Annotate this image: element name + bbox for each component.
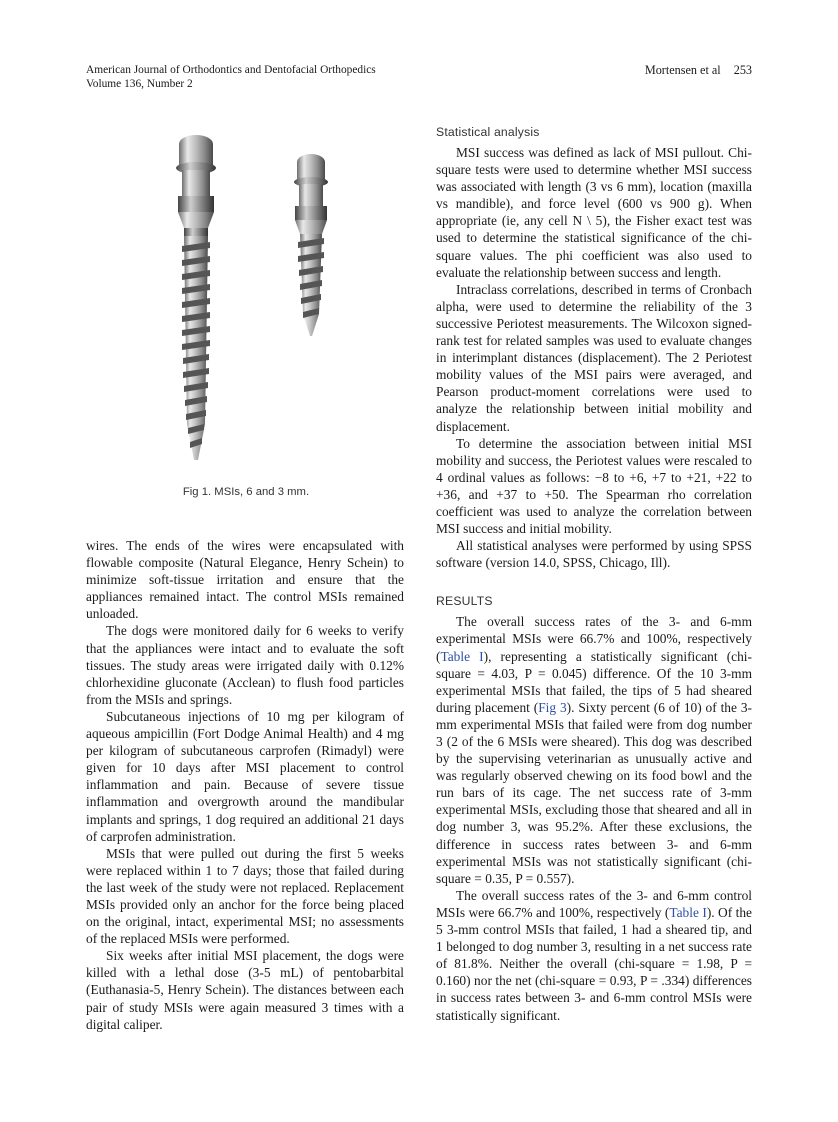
text-run: ). Sixty percent (6 of 10) of the 3-mm experimental MSIs that failed were from dog number 3 (2 of the 6 MSIs were sheared). This dog was described by the supervising veterinarian as unusually active and was regularly observed chewing on its food bowl and the run bars of its cage. The net success rate of 3-mm experimental MSIs, excluding those that sheared and all in dog number 3, was 95.2%. After these exclusions, the difference in success rates between 3- and 6-mm experimental MSIs was not statistically significant (chi-square = 0.35, P = 0.557). — [436, 699, 752, 886]
figure-caption: Fig 1. MSIs, 6 and 3 mm. — [182, 486, 310, 498]
figure-1 — [86, 124, 406, 484]
text-run: The overall success rates of the 3- and 6-mm control MSIs were 66.7% and 100%, respectively ( — [436, 887, 752, 920]
paragraph: MSIs that were pulled out during the first 5 weeks were replaced within 1 to 7 days; those that failed during the last week of the study were not replaced. Replacement MSIs provided only an anchor for the force being placed on the original, intact, experimental MSI; no assessments of the replaced MSIs were performed. — [86, 845, 404, 947]
paragraph: To determine the association between initial MSI mobility and success, the Periotest values were rescaled to 4 ordinal values as follows: −8 to +6, +7 to +21, +22 to +36, and +37 to +50. The Spearman rho correlation coefficient was used to analyze the correlation between MSI success and initial mobility. — [436, 435, 752, 537]
author-names: Mortensen et al — [644, 63, 721, 77]
section-heading-statistical-analysis: Statistical analysis — [436, 125, 540, 139]
fig-3-link[interactable]: Fig 3 — [538, 699, 567, 715]
msi-photo — [86, 124, 406, 484]
text-run: The overall success rates of the 3- and 6-mm experimental MSIs were 66.7% and 100%, respectively ( — [436, 614, 752, 664]
text-run: ). Of the 5 3-mm control MSIs that failed, 1 had a sheared tip, and 1 belonged to dog number 3, resulting in a net success rate of 81.8%. Neither the overall (chi-square = 1.98, P = 0.160) nor the net (chi-square = 0.93, P = .334) differences in success rates between 3- and 6-mm control MSIs were statistically significant. — [436, 904, 752, 1023]
paragraph: All statistical analyses were performed by using SPSS software (version 14.0, SPSS, Chicago, Ill). — [436, 538, 752, 571]
paragraph: The dogs were monitored daily for 6 weeks to verify that the appliances were intact and to evaluate the soft tissues. The study areas were irrigated daily with 0.12% chlorhexidine gluconate (Acclean) to flush food particles from the MSIs and springs. — [86, 623, 404, 707]
right-column — [436, 124, 752, 1024]
journal-title: American Journal of Orthodontics and Dentofacial Orthopedics — [86, 64, 376, 76]
section-heading-results: RESULTS — [436, 594, 493, 609]
msi-3mm-implant — [294, 154, 328, 336]
paragraph: Six weeks after initial MSI placement, the dogs were killed with a lethal dose (3-5 mL) of pentobarbital (Euthanasia-5, Henry Schein). The distances between each pair of study MSIs were again measured 3 times with a digital caliper. — [86, 948, 404, 1032]
table-1-link[interactable]: Table I — [440, 648, 484, 664]
journal-volume: Volume 136, Number 2 — [86, 77, 193, 90]
paragraph: MSI success was defined as lack of MSI pullout. Chi-square tests were used to determine whether MSI success was associated with length (3 vs 6 mm), location (maxilla vs mandible), and force level (600 vs 900 g). When appropriate (ie, any cell N \ 5), the Fisher exact test was used to determine the statistical significance of the chi-square values. The phi coefficient was also used to evaluate the relationship between success and length. — [436, 145, 752, 280]
table-1-link[interactable]: Table I — [669, 904, 707, 920]
paragraph: Subcutaneous injections of 10 mg per kilogram of aqueous ampicillin (Fort Dodge Animal Health) and 4 mg per kilogram of subcutaneous carprofen (Rimadyl) were given for 10 days after MSI placement to control inflammation and pain. Because of severe tissue inflammation and overgrowth around the mandibular implants and springs, 1 dog required an additional 21 days of carprofen administration. — [86, 708, 404, 844]
text-run: ), representing a statistically significant (chi-square = 4.03, P = 0.045) difference. Of the 10 3-mm experimental MSIs that failed, the tips of 5 had sheared during placement ( — [436, 648, 752, 715]
paragraph-results-1 — [436, 613, 752, 887]
page-number: 253 — [733, 63, 752, 77]
page-header — [645, 64, 752, 78]
paragraph: Intraclass correlations, described in terms of Cronbach alpha, were used to determine the reliability of the 3 successive Periotest measurements. The Wilcoxon signed-rank test for related samples was used to evaluate changes in interimplant distances (displacement). The 2 Periotest mobility values of the MSI pairs were averaged, and Pearson product-moment correlations were used to analyze the relationship between initial mobility and displacement. — [436, 281, 752, 434]
paragraph: wires. The ends of the wires were encapsulated with flowable composite (Natural Elegance, Henry Schein) to minimize soft-tissue irritation and ensure that the appliances remained intact. The control MSIs remained unloaded. — [86, 538, 404, 622]
journal-header — [86, 64, 376, 91]
msi-6mm-implant — [176, 135, 216, 460]
left-column — [86, 537, 404, 1033]
paragraph-results-2 — [436, 887, 752, 1024]
